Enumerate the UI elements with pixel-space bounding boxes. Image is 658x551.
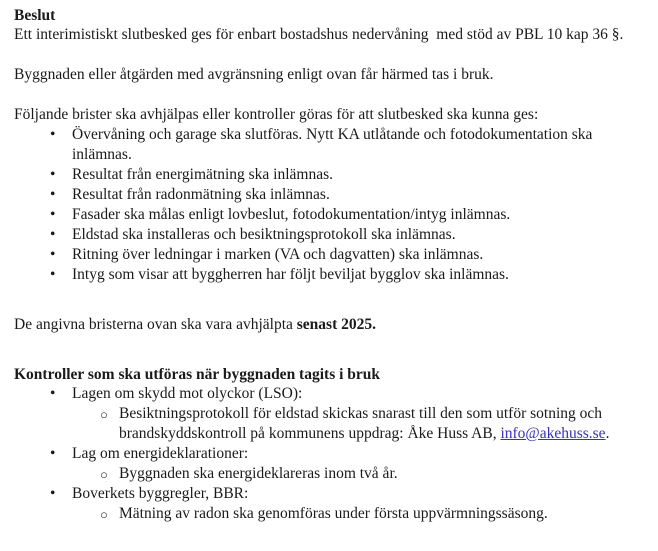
deadline-emphasis: senast 2025. [296, 316, 376, 333]
bullet-icon: • [50, 226, 56, 243]
list-item-label: Lagen om skydd mot olyckor (LSO): [72, 385, 303, 402]
list-item-label: Ritning över ledningar i marken (VA och dagvatten) ska inlämnas. [72, 246, 484, 263]
list-item [72, 504, 646, 524]
list-item-label: Fasader ska målas enligt lovbeslut, fotodokumentation/intyg inlämnas. [72, 206, 511, 223]
kontroller-sublist [72, 404, 646, 444]
list-item-label: Resultat från energimätning ska inlämnas. [72, 166, 333, 183]
heading-beslut: Beslut [14, 7, 56, 24]
bullet-icon: • [50, 206, 56, 223]
kontroller-sublist [72, 464, 646, 484]
list-item [14, 444, 646, 484]
bullet-icon: • [50, 126, 56, 143]
list-item-label: Intyg som visar att byggherren har följt beviljat bygglov ska inlämnas. [72, 266, 509, 283]
bullet-icon: • [50, 246, 56, 263]
list-item [72, 404, 646, 444]
kontroller-sublist [72, 504, 646, 524]
circle-bullet-icon: ○ [100, 507, 108, 522]
bullet-icon: • [50, 385, 56, 402]
list-item-label: Övervåning och garage ska slutföras. Nytt KA utlåtande och fotodokumentation ska inlämnas. [72, 126, 593, 163]
list-item [14, 125, 646, 165]
list-item [14, 384, 646, 444]
sub-item-suffix: . [605, 425, 610, 442]
brister-list [14, 125, 646, 285]
paragraph-brister-intro: Följande brister ska avhjälpas eller kontroller göras för att slutbesked ska kunna ges: [14, 106, 539, 123]
list-item [14, 185, 646, 205]
paragraph-deadline [14, 315, 646, 335]
circle-bullet-icon: ○ [100, 467, 108, 482]
list-item [14, 205, 646, 225]
heading-kontroller: Kontroller som ska utföras när byggnaden tagits i bruk [14, 366, 381, 383]
bullet-icon: • [50, 166, 56, 183]
bullet-icon: • [50, 186, 56, 203]
bullet-icon: • [50, 485, 56, 502]
bullet-icon: • [50, 266, 56, 283]
list-item [14, 245, 646, 265]
paragraph-spacer-4b [14, 355, 646, 365]
paragraph-spacer-2 [14, 85, 646, 105]
list-item [14, 225, 646, 245]
circle-bullet-icon: ○ [100, 407, 108, 422]
deadline-text: De angivna bristerna ovan ska vara avhjälpta [14, 316, 297, 333]
list-item [14, 165, 646, 185]
list-item [72, 464, 646, 484]
list-item-label: Boverkets byggregler, BBR: [72, 485, 249, 502]
list-item [14, 265, 646, 285]
bullet-icon: • [50, 445, 56, 462]
list-item-label: Lag om energideklarationer: [72, 445, 249, 462]
paragraph-spacer-3 [14, 285, 646, 305]
sub-item-text: Mätning av radon ska genomföras under första uppvärmningssäsong. [119, 505, 548, 522]
paragraph-spacer-3b [14, 305, 646, 315]
kontroller-list [14, 384, 646, 524]
paragraph-spacer-4 [14, 335, 646, 355]
list-item-label: Eldstad ska installeras och besiktningsprotokoll ska inlämnas. [72, 226, 456, 243]
list-item [14, 484, 646, 524]
list-item-label: Resultat från radonmätning ska inlämnas. [72, 186, 330, 203]
sub-item-text: Besiktningsprotokoll för eldstad skickas snarast till den som utför sotning och brandskyddskontroll på kommunens uppdrag: Åke Huss AB, [119, 405, 603, 442]
email-link[interactable]: info@akehuss.se [500, 425, 606, 442]
paragraph-ibruktagande: Byggnaden eller åtgärden med avgränsning enligt ovan får härmed tas i bruk. [14, 66, 494, 83]
paragraph-spacer-1 [14, 45, 646, 65]
sub-item-text: Byggnaden ska energideklareras inom två år. [119, 465, 398, 482]
paragraph-beslut-body: Ett interimistiskt slutbesked ges för enbart bostadshus nedervåning med stöd av PBL 10 kap 36 §. [14, 26, 624, 43]
